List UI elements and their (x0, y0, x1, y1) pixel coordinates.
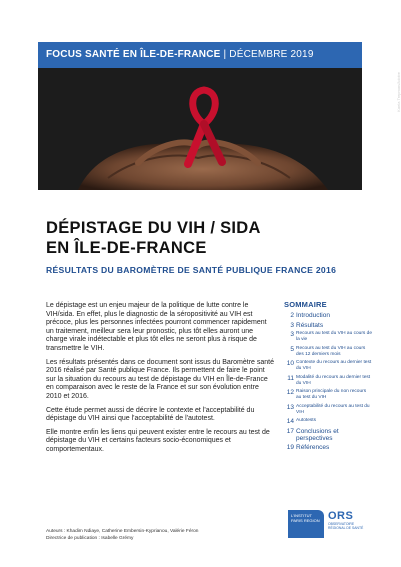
paragraph: Le dépistage est un enjeu majeur de la politique de lutte contre le VIH/sida. En effet, plus le diagnostic de la séropositivité au VIH est précoce, plus les personnes infectées pourront commencer rapidement un traitement, meilleur sera leur pronostic, plus tôt elles auront une charge virale indétectable et plus tôt elles ne seront plus à risque de transmettre le VIH. (46, 302, 267, 352)
header-separator: | (223, 49, 227, 60)
toc-page-number: 3 (290, 331, 294, 338)
toc-page-number: 19 (286, 444, 294, 451)
toc-label: Introduction (296, 312, 330, 319)
toc-item[interactable] (284, 346, 372, 358)
toc-label: Autotests (296, 418, 316, 423)
toc-label: Modalité du recours au dernier test du VIH (296, 374, 371, 386)
page-title (46, 218, 366, 258)
toc-item[interactable] (284, 418, 372, 425)
sommaire-heading: SOMMAIRE (284, 300, 327, 309)
ors-subtitle: OBSERVATOIRE RÉGIONAL DE SANTÉ (328, 522, 364, 530)
cover-photo (38, 68, 362, 190)
paragraph: Cette étude permet aussi de décrire le contexte et l'acceptabilité du dépistage du VIH ainsi que l'acceptabilité de l'autotest. (46, 406, 255, 423)
photo-credit: Kaela Trepman/Adobe (396, 72, 401, 112)
toc-item[interactable] (284, 389, 372, 401)
toc-page-number: 10 (286, 360, 294, 367)
publisher-logos (288, 504, 368, 540)
toc-page-number: 13 (286, 403, 294, 411)
hands-ribbon-illustration (38, 68, 362, 190)
toc-page-number: 12 (286, 389, 294, 396)
intro-text (46, 302, 274, 460)
toc-item[interactable] (284, 375, 372, 387)
toc-label: Raison principale du non recours au test du VIH (296, 389, 367, 400)
institut-paris-region-logo: L'INSTITUT PARIS REGION (288, 510, 324, 538)
toc-page-number: 11 (287, 374, 294, 382)
publication-credits (46, 528, 286, 542)
toc-page-number: 14 (286, 418, 294, 425)
toc-item[interactable] (284, 404, 372, 416)
director-line: Directrice de publication : Isabelle Grémy (46, 536, 134, 541)
toc-page-number: 5 (290, 345, 294, 353)
toc-item[interactable] (284, 444, 372, 451)
authors-line: Auteurs : Khadim Ndiaye, Catherine Embersin-Kyprianou, Valérie Féron (46, 529, 199, 534)
paragraph: Les résultats présentés dans ce document sont issus du Baromètre santé 2016 réalisé par Santé publique France. Ils permettent de faire le point sur la situation du recours au test de dépistage du VIH en Île-de-France en comparaison avec le reste de la France et sur son évolution entre 2010 et 2016. (46, 358, 275, 400)
title-line-2: EN ÎLE-DE-FRANCE (46, 239, 207, 257)
toc-label: Acceptabilité du recours au test du VIH (296, 403, 370, 415)
header-focus: FOCUS SANTÉ EN ÎLE-DE-FRANCE (46, 49, 221, 60)
toc-item[interactable] (284, 428, 372, 442)
title-line-1: DÉPISTAGE DU VIH / SIDA (46, 219, 261, 237)
toc-page-number: 17 (286, 427, 294, 435)
toc-label: Résultats (296, 321, 324, 329)
paragraph: Elle montre enfin les liens qui peuvent exister entre le recours au test de dépistage du VIH et certains facteurs socio-économiques et comportementaux. (46, 428, 270, 453)
toc-item[interactable] (284, 322, 372, 329)
toc-item[interactable] (284, 331, 372, 343)
toc-item[interactable] (284, 312, 372, 319)
header-band (38, 42, 362, 68)
toc-label: Conclusions et perspectives (296, 427, 339, 442)
table-of-contents (284, 302, 372, 454)
page-subtitle: RÉSULTATS DU BAROMÈTRE DE SANTÉ PUBLIQUE FRANCE 2016 (46, 265, 337, 275)
ors-logo (328, 510, 370, 530)
toc-item[interactable] (284, 360, 372, 372)
toc-label: Recours au test du VIH au cours de la vie (296, 331, 372, 342)
toc-page-number: 2 (290, 312, 294, 319)
toc-page-number: 3 (290, 321, 294, 329)
ors-mark: ORS (328, 510, 354, 522)
toc-label: Recours au test du VIH au cours des 12 derniers mois (296, 345, 366, 357)
header-date: DÉCEMBRE 2019 (229, 49, 314, 60)
toc-label: Contexte du recours au dernier test du VIH (296, 360, 372, 371)
toc-label: Références (296, 444, 330, 451)
